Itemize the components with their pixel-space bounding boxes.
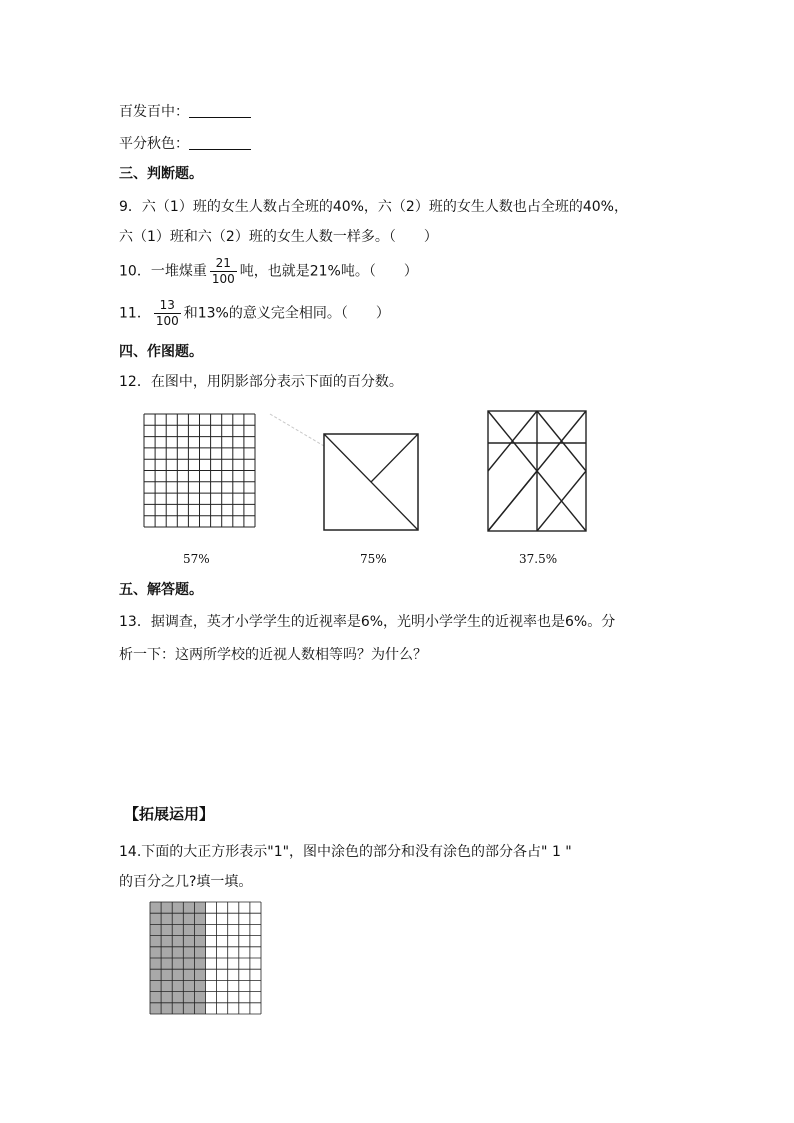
question-12: 12．在图中，用阴影部分表示下面的百分数。 xyxy=(119,374,403,390)
section-3-heading: 三、判断题。 xyxy=(119,166,203,182)
fraction-denominator: 100 xyxy=(155,314,179,328)
idiom-2-label: 平分秋色： xyxy=(119,136,189,152)
fraction-13-100 xyxy=(154,298,181,329)
idiom-1-label: 百发百中： xyxy=(119,104,189,120)
question-14-line-2: 的百分之几?填一填。 xyxy=(119,874,253,890)
answer-blank-2[interactable] xyxy=(189,135,251,150)
section-4-heading: 四、作图题。 xyxy=(119,344,203,360)
caption-75-percent: 75% xyxy=(360,552,387,566)
q11-suffix: 和13%的意义完全相同。（ ） xyxy=(183,305,390,322)
section-5-heading: 五、解答题。 xyxy=(119,582,203,598)
idiom-line-2 xyxy=(119,134,251,154)
question-9-line-2: 六（1）班和六（2）班的女生人数一样多。（ ） xyxy=(119,229,438,245)
extension-heading: 【拓展运用】 xyxy=(124,805,215,823)
hundred-grid-figure[interactable] xyxy=(143,413,257,529)
question-13-line-1: 13．据调查，英才小学学生的近视率是6%，光明小学学生的近视率也是6%。分 xyxy=(119,614,616,630)
fraction-denominator: 100 xyxy=(211,272,235,286)
question-14-line-1: 14.下面的大正方形表示"1"，图中涂色的部分和没有涂色的部分各占" 1 " xyxy=(119,844,572,860)
idiom-line-1 xyxy=(119,102,251,122)
q11-prefix: 11． xyxy=(119,305,151,322)
fraction-21-100 xyxy=(210,256,237,287)
fraction-numerator: 13 xyxy=(159,298,175,312)
answer-blank-1[interactable] xyxy=(189,103,251,118)
shaded-hundred-grid xyxy=(149,901,263,1016)
rectangle-triangles-figure[interactable] xyxy=(487,410,587,532)
caption-57-percent: 57% xyxy=(183,552,210,566)
question-13-line-2: 析一下：这两所学校的近视人数相等吗？为什么？ xyxy=(119,647,427,663)
q10-prefix: 10．一堆煤重 xyxy=(119,263,207,280)
fraction-numerator: 21 xyxy=(215,256,231,270)
square-triangles-figure[interactable] xyxy=(323,433,419,531)
question-11 xyxy=(119,298,390,329)
q10-suffix: 吨，也就是21%吨。（ ） xyxy=(239,263,418,280)
scan-artifact-line xyxy=(268,410,328,450)
question-9-line-1: 9．六（1）班的女生人数占全班的40%，六（2）班的女生人数也占全班的40%， xyxy=(119,199,628,215)
question-10 xyxy=(119,256,418,287)
caption-37-5-percent: 37.5% xyxy=(519,552,558,566)
